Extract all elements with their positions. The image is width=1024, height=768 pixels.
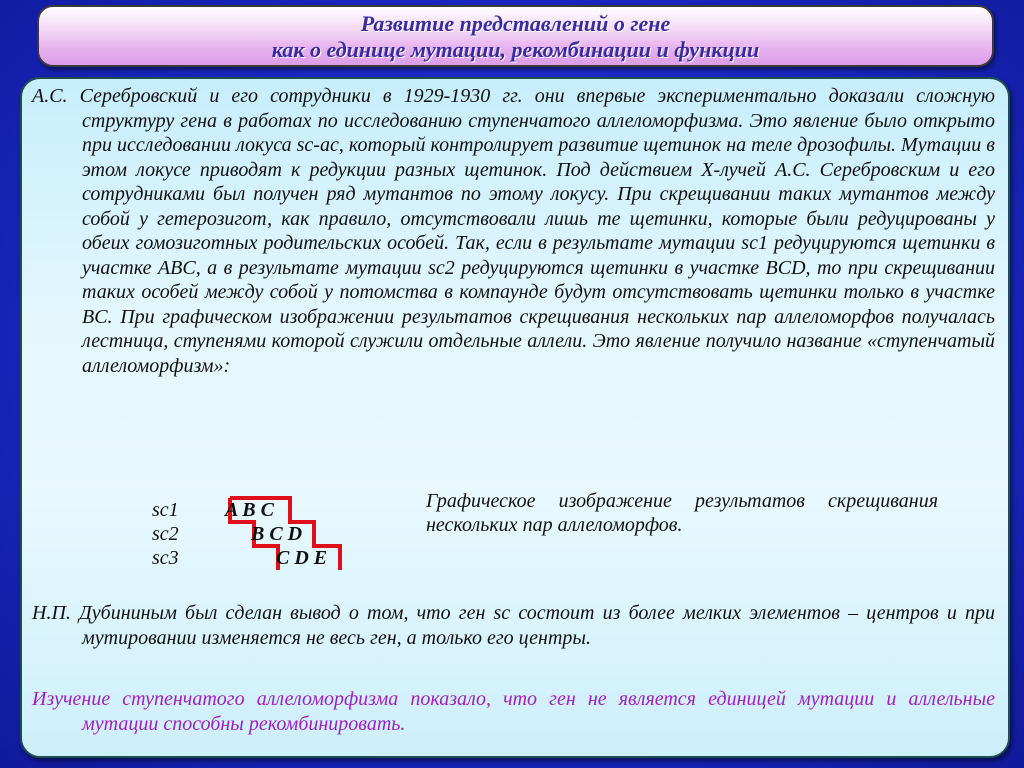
scheme-caption: Графическое изображение результатов скрещивания нескольких пар аллеломорфов.	[426, 490, 938, 536]
ladder-diagram	[22, 489, 422, 599]
scheme-row-label: sc1	[152, 499, 179, 521]
paragraph-dubinin: Н.П. Дубининым был сделан вывод о том, что ген sc состоит из более мелких элементов – центров и при мутировании изменяется не весь ген, а только его центры.	[32, 602, 995, 649]
paragraph-conclusion: Изучение ступенчатого аллеломорфизма показало, что ген не является единицей мутации и аллельные мутации способны рекомбинировать.	[32, 688, 995, 735]
scheme-row-label: sc3	[152, 547, 179, 569]
scheme-row-genes: A B C	[225, 499, 274, 521]
scheme-row-label: sc2	[152, 523, 179, 545]
content-box	[20, 77, 1010, 758]
scheme-row-genes: C D E	[276, 547, 328, 569]
slide-title-line-2: как о единице мутации, рекомбинации и функции	[271, 37, 760, 62]
slide-title-line-1: Развитие представлений о гене	[360, 11, 671, 36]
paragraph-serebrovsky: А.С. Серебровский и его сотрудники в 1929-1930 гг. они впервые экспериментально доказали сложную структуру гена в работах по исследованию ступенчатого аллеломорфизма. Это явление было открыто при исследовании локуса sc-ac, который контролирует развитие щетинок на теле дрозофилы. Мутации в этом локусе приводят к редукции разных щетинок. Под действием Х-лучей А.С. Серебровским и его сотрудниками был получен ряд мутантов по этому локусу. При скрещивании таких мутантов между собой у гетерозигот, как правило, отсутствовали лишь те щетинки, которые были редуцированы у обеих гомозиготных родительских особей. Так, если в результате мутации sc1 редуцируются щетинки в участке ABC, а в результате мутации sc2 редуцируются щетинки в участке BCD, то при скрещивании таких особей между собой у потомства в компаунде будут отсутствовать щетинки только в участке BC. При графическом изображении результатов скрещивания нескольких пар аллеломорфов получалась лестница, ступенями которой служили отдельные аллели. Это явление получило название «ступенчатый аллеломорфизм»:	[32, 85, 995, 377]
scheme-row-genes: B C D	[251, 523, 303, 545]
slide-title-box	[37, 5, 994, 67]
